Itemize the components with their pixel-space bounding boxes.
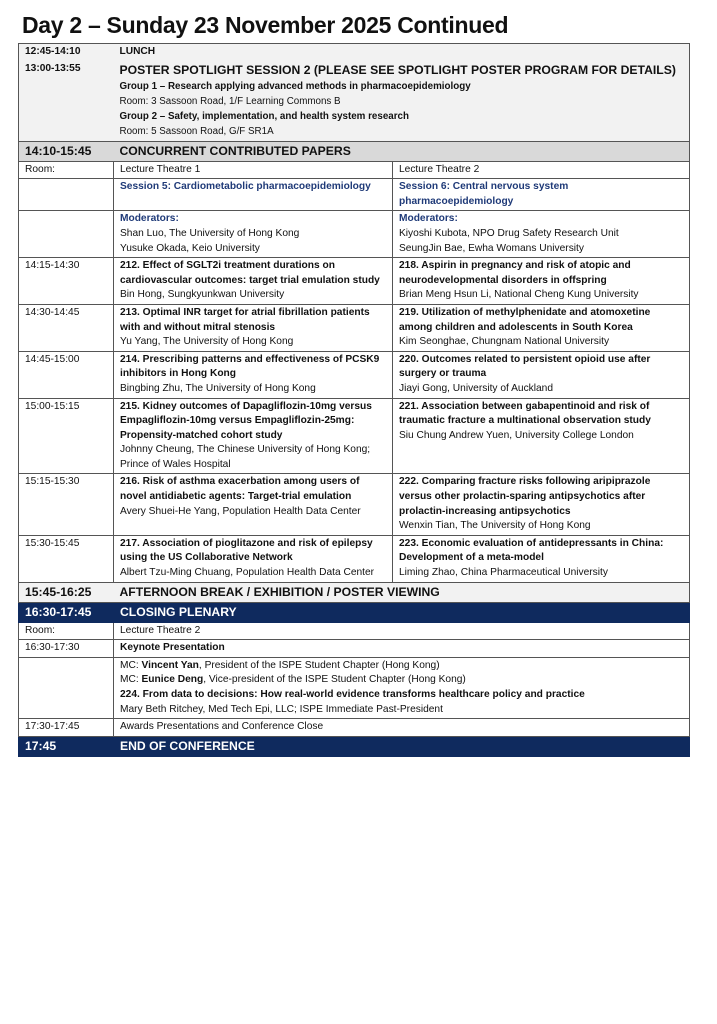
paper-presenter: Kim Seonghae, Chungnam National University [399, 336, 610, 348]
session-row [19, 179, 690, 211]
paper-title: 217. Association of pioglitazone and risk of epilepsy using the US Collaborative Network [120, 537, 373, 564]
keynote-detail [114, 657, 690, 718]
keynote-time: 16:30-17:30 [19, 640, 114, 658]
keynote-label: Keynote Presentation [114, 640, 690, 658]
paper-presenter: Brian Meng Hsun Li, National Cheng Kung University [399, 289, 639, 301]
page-title: Day 2 – Sunday 23 November 2025 Continued [22, 12, 509, 38]
slot-time: 15:30-15:45 [19, 535, 114, 582]
closing-plenary-header [19, 602, 690, 622]
concurrent-label: CONCURRENT CONTRIBUTED PAPERS [114, 141, 690, 161]
paper-title: 222. Comparing fracture risks following aripiprazole versus other prolactin-sparing antipsychotics after prolactin-increasing antipsychotics [399, 476, 651, 517]
keynote-title: 224. From data to decisions: How real-world evidence transforms healthcare policy and practice [120, 689, 585, 700]
slot-row [19, 398, 690, 474]
session-6-title: Session 6: Central nervous system pharmacoepidemiology [393, 179, 690, 211]
slot-time: 14:45-15:00 [19, 351, 114, 398]
poster-group-2-room: Room: 5 Sassoon Road, G/F SR1A [119, 125, 274, 137]
poster-spotlight-row [19, 61, 690, 142]
moderators-session-6 [393, 211, 690, 258]
paper-presenter: Bin Hong, Sungkyunkwan University [120, 289, 285, 301]
end-row [19, 736, 690, 756]
paper-presenter: Bingbing Zhu, The University of Hong Kong [120, 382, 316, 394]
paper-presenter: Albert Tzu-Ming Chuang, Population Health Data Center [120, 567, 375, 579]
lunch-label: LUNCH [114, 44, 690, 61]
poster-spotlight-cell [114, 61, 690, 142]
room-label: Room: [19, 161, 114, 179]
poster-group-2-title: Group 2 – Safety, implementation, and health system research [119, 110, 409, 122]
closing-label: CLOSING PLENARY [114, 602, 690, 622]
paper-title: 216. Risk of asthma exacerbation among users of novel antidiabetic agents: Target-trial emulation [120, 476, 360, 503]
slot-time: 15:15-15:30 [19, 474, 114, 535]
paper-right [393, 535, 690, 582]
moderators-session-5 [114, 211, 393, 258]
moderator: Shan Luo, The University of Hong Kong [120, 227, 300, 239]
paper-title: 219. Utilization of methylphenidate and atomoxetine among children and adolescents in South Korea [399, 306, 651, 333]
lunch-time: 12:45-14:10 [19, 44, 114, 61]
moderators-label: Moderators: [399, 213, 458, 225]
slot-time: 14:15-14:30 [19, 258, 114, 305]
awards-time: 17:30-17:45 [19, 719, 114, 737]
awards-label: Awards Presentations and Conference Close [114, 719, 690, 737]
concurrent-header-row [19, 141, 690, 161]
awards-row [19, 719, 690, 737]
paper-right [393, 398, 690, 474]
paper-title: 220. Outcomes related to persistent opioid use after surgery or trauma [399, 353, 651, 380]
moderator: Kiyoshi Kubota, NPO Drug Safety Research Unit [399, 227, 619, 239]
paper-left [114, 258, 393, 305]
room-lt1: Lecture Theatre 1 [114, 161, 393, 179]
paper-left [114, 474, 393, 535]
room-label: Room: [19, 622, 114, 640]
paper-right [393, 304, 690, 351]
paper-left [114, 398, 393, 474]
paper-title: 213. Optimal INR target for atrial fibrillation patients with and without mitral stenosis [120, 306, 370, 333]
room-row [19, 161, 690, 179]
paper-presenter: Johnny Cheung, The Chinese University of Hong Kong; Prince of Wales Hospital [120, 444, 371, 470]
poster-group-1-room: Room: 3 Sassoon Road, 1/F Learning Commons B [119, 95, 341, 107]
paper-left [114, 535, 393, 582]
paper-title: 215. Kidney outcomes of Dapagliflozin-10mg versus Empagliflozin-10mg versus Empagliflozin-25mg: Propensity-matched cohort study [120, 400, 372, 441]
slot-time: 15:00-15:15 [19, 398, 114, 474]
paper-presenter: Liming Zhao, China Pharmaceutical University [399, 567, 608, 579]
keynote-row [19, 640, 690, 658]
slot-row [19, 474, 690, 535]
paper-right [393, 351, 690, 398]
room-lt2: Lecture Theatre 2 [393, 161, 690, 179]
poster-group-1-title: Group 1 – Research applying advanced methods in pharmacoepidemiology [119, 80, 471, 92]
closing-room: Lecture Theatre 2 [114, 622, 690, 640]
slot-row [19, 304, 690, 351]
moderators-row [19, 211, 690, 258]
closing-room-row [19, 622, 690, 640]
afternoon-break-row [19, 582, 690, 602]
schedule-table [18, 43, 690, 757]
mc-line: MC: Vincent Yan, President of the ISPE Student Chapter (Hong Kong) [120, 659, 440, 671]
moderators-label: Moderators: [120, 213, 179, 225]
mc-name: Vincent Yan [141, 659, 199, 671]
paper-title: 223. Economic evaluation of antidepressants in China: Development of a meta-model [399, 537, 664, 564]
end-label: END OF CONFERENCE [114, 736, 690, 756]
session-5-title: Session 5: Cardiometabolic pharmacoepidemiology [114, 179, 393, 211]
concurrent-time: 14:10-15:45 [19, 141, 114, 161]
paper-left [114, 351, 393, 398]
break-label: AFTERNOON BREAK / EXHIBITION / POSTER VIEWING [114, 582, 690, 602]
paper-presenter: Siu Chung Andrew Yuen, University College London [399, 429, 634, 441]
keynote-speaker: Mary Beth Ritchey, Med Tech Epi, LLC; ISPE Immediate Past-President [120, 703, 443, 715]
keynote-detail-row [19, 657, 690, 718]
closing-time: 16:30-17:45 [19, 602, 114, 622]
mc-name: Eunice Deng [141, 674, 204, 686]
paper-presenter: Yu Yang, The University of Hong Kong [120, 336, 294, 348]
paper-presenter: Wenxin Tian, The University of Hong Kong [399, 520, 591, 532]
slot-row [19, 535, 690, 582]
paper-left [114, 304, 393, 351]
poster-spotlight-label: POSTER SPOTLIGHT SESSION 2 (PLEASE SEE SPOTLIGHT POSTER PROGRAM FOR DETAILS) [119, 62, 676, 77]
end-time: 17:45 [19, 736, 114, 756]
paper-title: 221. Association between gabapentinoid and risk of traumatic fracture a multinational observation study [399, 400, 651, 427]
paper-presenter: Avery Shuei-He Yang, Population Health Data Center [120, 505, 361, 517]
moderator: Yusuke Okada, Keio University [120, 242, 260, 254]
lunch-row [19, 44, 690, 61]
slot-time: 14:30-14:45 [19, 304, 114, 351]
paper-right [393, 258, 690, 305]
poster-spotlight-time: 13:00-13:55 [19, 61, 114, 142]
paper-title: 214. Prescribing patterns and effectiveness of PCSK9 inhibitors in Hong Kong [120, 353, 380, 380]
slot-row [19, 351, 690, 398]
paper-title: 212. Effect of SGLT2i treatment durations on cardiovascular outcomes: target trial emulation study [120, 260, 380, 286]
mc-line: MC: Eunice Deng, Vice-president of the ISPE Student Chapter (Hong Kong) [120, 674, 466, 686]
moderator: SeungJin Bae, Ewha Womans University [399, 242, 584, 254]
break-time: 15:45-16:25 [19, 582, 114, 602]
paper-presenter: Jiayi Gong, University of Auckland [399, 382, 554, 394]
paper-title: 218. Aspirin in pregnancy and risk of atopic and neurodevelopmental disorders in offspring [399, 260, 631, 286]
slot-row [19, 258, 690, 305]
paper-right [393, 474, 690, 535]
